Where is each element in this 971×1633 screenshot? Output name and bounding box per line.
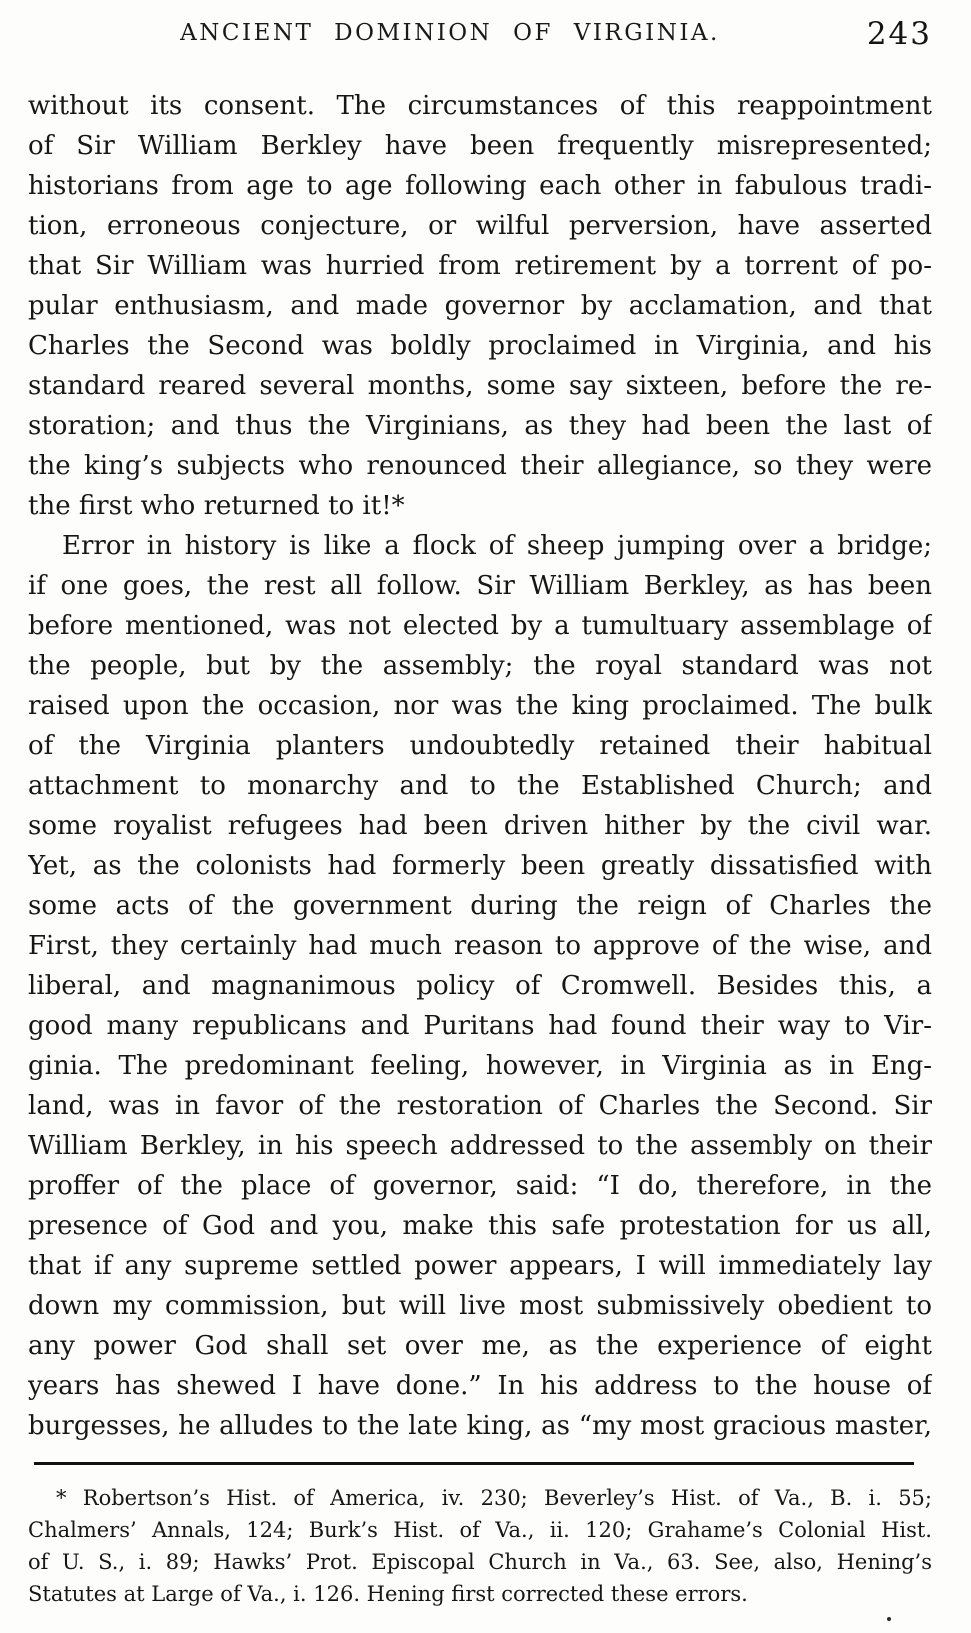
footnote-separator-rule — [34, 1462, 914, 1465]
text-line: William Berkley, in his speech addressed to the assembly on their — [28, 1131, 932, 1161]
text-line: the first who returned to it!* — [28, 491, 405, 521]
text-line: Yet, as the colonists had formerly been greatly dissatisfied with — [28, 851, 932, 881]
text-line: years has shewed I have done.” In his address to the house of — [28, 1371, 932, 1401]
text-line: down my commission, but will live most submissively obedient to — [28, 1291, 932, 1321]
running-head — [28, 16, 932, 60]
text-line: if one goes, the rest all follow. Sir William Berkley, as has been — [28, 571, 932, 601]
text-line: of Sir William Berkley have been frequently misrepresented; — [28, 131, 932, 161]
text-line: any power God shall set over me, as the experience of eight — [28, 1331, 932, 1361]
text-line: that Sir William was hurried from retirement by a torrent of po- — [28, 251, 932, 281]
text-line: the people, but by the assembly; the royal standard was not — [28, 651, 932, 681]
text-line: good many republicans and Puritans had found their way to Vir- — [28, 1011, 932, 1041]
text-line: land, was in favor of the restoration of Charles the Second. Sir — [28, 1091, 932, 1121]
text-line: burgesses, he alludes to the late king, as “my most gracious master, — [28, 1411, 932, 1441]
text-line: presence of God and you, make this safe protestation for us all, — [28, 1211, 932, 1241]
paragraph-error-in-history — [28, 526, 932, 1446]
text-line: attachment to monarchy and to the Established Church; and — [28, 771, 932, 801]
text-line: standard reared several months, some say sixteen, before the re- — [28, 371, 932, 401]
body-text — [28, 86, 932, 1446]
text-line: liberal, and magnanimous policy of Cromwell. Besides this, a — [28, 971, 932, 1001]
text-line: historians from age to age following each other in fabulous tradi- — [28, 171, 932, 201]
text-line: Charles the Second was boldly proclaimed in Virginia, and his — [28, 331, 932, 361]
text-line: Error in history is like a flock of sheep jumping over a bridge; — [62, 531, 932, 561]
text-line: Statutes at Large of Va., i. 126. Hening first corrected these errors. — [28, 1582, 748, 1606]
text-line: the king’s subjects who renounced their allegiance, so they were — [28, 451, 932, 481]
text-line: without its consent. The circumstances of this reappointment — [28, 91, 932, 121]
text-line: storation; and thus the Virginians, as they had been the last of — [28, 411, 932, 441]
text-line: some acts of the government during the reign of Charles the — [28, 891, 932, 921]
text-line: some royalist refugees had been driven hither by the civil war. — [28, 811, 932, 841]
page-number: 243 — [866, 16, 932, 52]
paragraph-continuation — [28, 86, 932, 526]
text-line: * Robertson’s Hist. of America, iv. 230; Beverley’s Hist. of Va., B. i. 55; — [56, 1486, 932, 1510]
text-line: ginia. The predominant feeling, however, in Virginia as in Eng- — [28, 1051, 932, 1081]
text-line: pular enthusiasm, and made governor by acclamation, and that — [28, 291, 932, 321]
text-line: Chalmers’ Annals, 124; Burk’s Hist. of Va., ii. 120; Grahame’s Colonial Hist. — [28, 1518, 932, 1542]
text-line: of U. S., i. 89; Hawks’ Prot. Episcopal Church in Va., 63. See, also, Hening’s — [28, 1550, 932, 1574]
running-head-title: ANCIENT DOMINION OF VIRGINIA. — [180, 20, 720, 46]
scan-noise-speck — [887, 1617, 891, 1621]
text-line: that if any supreme settled power appears, I will immediately lay — [28, 1251, 932, 1281]
text-line: before mentioned, was not elected by a tumultuary assemblage of — [28, 611, 932, 641]
text-line: of the Virginia planters undoubtedly retained their habitual — [28, 731, 932, 761]
text-line: proffer of the place of governor, said: “I do, therefore, in the — [28, 1171, 932, 1201]
text-line: raised upon the occasion, nor was the king proclaimed. The bulk — [28, 691, 932, 721]
text-line: tion, erroneous conjecture, or wilful perversion, have asserted — [28, 211, 932, 241]
footnote — [28, 1482, 932, 1610]
text-line: First, they certainly had much reason to approve of the wise, and — [28, 931, 932, 961]
